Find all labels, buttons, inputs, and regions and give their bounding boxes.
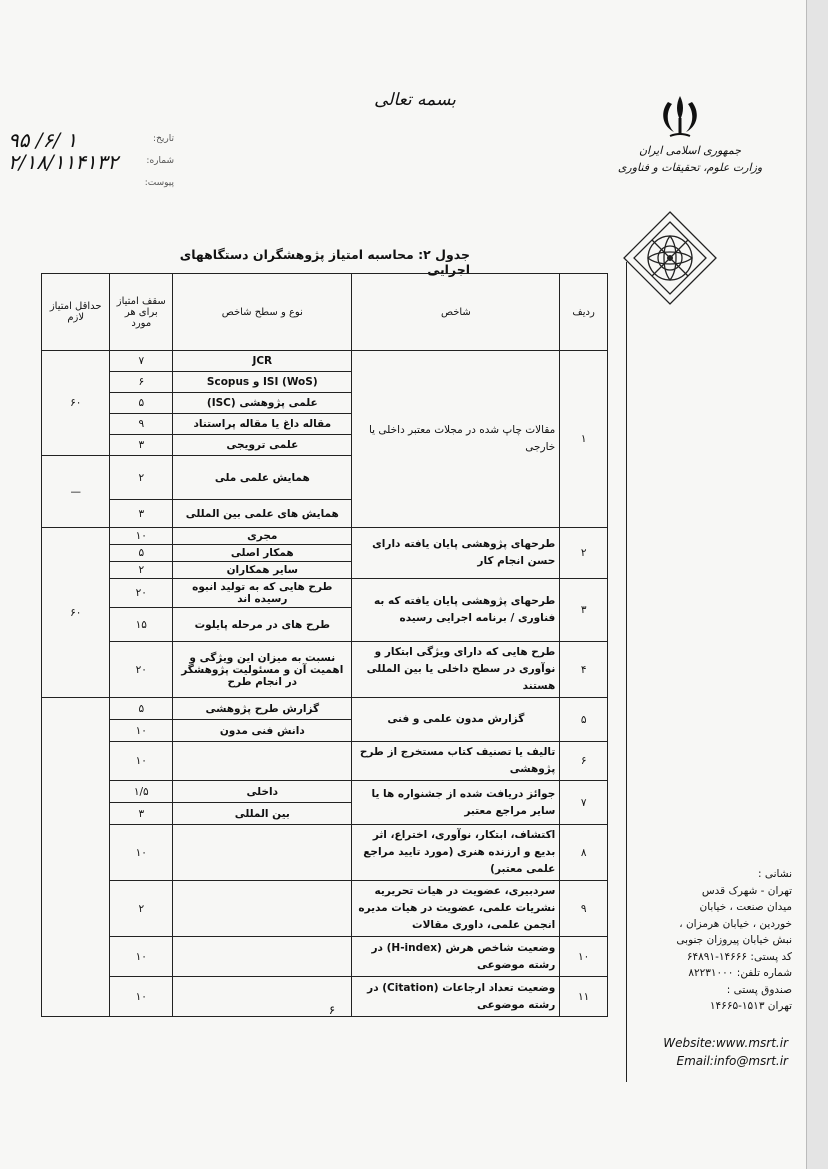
address-title: نشانی : xyxy=(757,868,792,880)
type-cell xyxy=(173,937,352,977)
address-block xyxy=(632,866,792,1015)
address-line: نبش خیابان پیروزان جنوبی xyxy=(676,934,792,946)
saqf-cell: ۵ xyxy=(110,545,173,562)
table-row xyxy=(42,579,608,608)
address-line: تهران - شهرک قدس xyxy=(701,884,792,897)
saqf-cell: ۵ xyxy=(110,698,173,720)
postal-code: کد پستی: ۱۴۶۶۶-۶۴۸۹۱ xyxy=(686,950,792,963)
radif-cell: ۱۱ xyxy=(560,977,608,1017)
saqf-cell: ۱/۵ xyxy=(110,781,173,803)
shakhes-cell: گزارش مدون علمی و فنی xyxy=(352,698,560,742)
type-cell xyxy=(173,881,352,937)
saqf-cell: ۱۰ xyxy=(110,825,173,881)
table-row xyxy=(42,937,608,977)
saqf-cell: ۲ xyxy=(110,881,173,937)
shakhes-cell: وضعیت شاخص هرش (H-index) در رشته موضوعی xyxy=(352,937,560,977)
saqf-cell: ۲۰ xyxy=(110,579,173,608)
table-header-row xyxy=(42,274,608,351)
date-label: تاریخ: xyxy=(153,134,174,144)
shakhes-cell: سردبیری، عضویت در هیات تحریریه نشریات علمی، عضویت در هیات مدیره انجمن علمی، داوری مقالات xyxy=(352,881,560,937)
type-cell: علمی پژوهشی (ISC) xyxy=(173,393,352,414)
po-box-value: تهران ۱۵۱۳-۱۴۶۶۵ xyxy=(709,1000,792,1012)
saqf-cell: ۱۰ xyxy=(110,528,173,545)
min-cell: — xyxy=(42,456,110,528)
phone-number: شماره تلفن: ۸۲۲۳۱۰۰۰ xyxy=(688,967,792,979)
min-cell-empty xyxy=(42,698,110,1017)
type-cell: مقاله داغ یا مقاله پراستناد xyxy=(173,414,352,435)
arabesque-ornament-icon xyxy=(622,210,718,306)
date-value: ۹۵ /۶/ ۱ xyxy=(8,128,78,152)
type-cell: JCR xyxy=(173,351,352,372)
header-shakhes: شاخص xyxy=(352,274,560,351)
type-cell: همایش علمی ملی xyxy=(173,456,352,500)
table-row xyxy=(42,881,608,937)
number-label: شماره: xyxy=(146,156,174,166)
type-cell: طرح های در مرحله پایلوت xyxy=(173,608,352,642)
header-radif: ردیف xyxy=(560,274,608,351)
radif-cell: ۹ xyxy=(560,881,608,937)
ministry-line-1: جمهوری اسلامی ایران xyxy=(638,144,742,157)
saqf-cell: ۳ xyxy=(110,500,173,528)
page-edge xyxy=(806,0,828,1169)
type-cell xyxy=(173,825,352,881)
type-cell: سایر همکاران xyxy=(173,562,352,579)
radif-cell: ۱۰ xyxy=(560,937,608,977)
shakhes-cell: طرحهای پژوهشی پایان یافته دارای حسن انجام کار xyxy=(352,528,560,579)
type-cell: گزارش طرح پژوهشی xyxy=(173,698,352,720)
iran-emblem-icon xyxy=(656,92,704,140)
date-row xyxy=(8,128,178,150)
shakhes-cell: طرحهای پژوهشی پایان یافته که به فناوری / برنامه اجرایی رسیده xyxy=(352,579,560,642)
type-cell: داخلی xyxy=(173,781,352,803)
radif-cell: ۶ xyxy=(560,742,608,781)
margin-divider xyxy=(626,262,627,1082)
saqf-cell: ۷ xyxy=(110,351,173,372)
shakhes-cell: طرح هایی که دارای ویژگی ابتکار و نوآوری در سطح داخلی یا بین المللی هستند xyxy=(352,642,560,698)
radif-cell: ۳ xyxy=(560,579,608,642)
table-row xyxy=(42,351,608,372)
radif-cell: ۵ xyxy=(560,698,608,742)
saqf-cell: ۱۰ xyxy=(110,937,173,977)
attachment-label: پیوست: xyxy=(144,178,174,188)
type-cell: مجری xyxy=(173,528,352,545)
shakhes-cell: اکتشاف، ابتکار، نوآوری، اختراع، اثر بدیع و ارزنده هنری (مورد تایید مراجع علمی معتبر) xyxy=(352,825,560,881)
address-line: میدان صنعت ، خیابان xyxy=(699,901,792,913)
table-row xyxy=(42,742,608,781)
type-cell: علمی ترویجی xyxy=(173,435,352,456)
min-cell: ۶۰ xyxy=(42,351,110,456)
radif-cell: ۴ xyxy=(560,642,608,698)
saqf-cell: ۵ xyxy=(110,393,173,414)
table-title: جدول ۲: محاسبه امتیاز پژوهشگران دستگاههای اجرایی xyxy=(179,247,470,277)
radif-cell: ۱ xyxy=(560,351,608,528)
saqf-cell: ۱۵ xyxy=(110,608,173,642)
shakhes-cell: مقالات چاپ شده در مجلات معتبر داخلی یا خارجی xyxy=(352,351,560,528)
header-type: نوع و سطح شاخص xyxy=(173,274,352,351)
page-number: ۶ xyxy=(328,1003,336,1017)
address-line: خوردین ، خیابان هرمزان ، xyxy=(679,917,792,930)
saqf-cell: ۲ xyxy=(110,456,173,500)
saqf-cell: ۶ xyxy=(110,372,173,393)
table-row xyxy=(42,698,608,720)
shakhes-cell: وضعیت تعداد ارجاعات (Citation) در رشته موضوعی xyxy=(352,977,560,1017)
saqf-cell: ۱۰ xyxy=(110,720,173,742)
min-cell: ۶۰ xyxy=(42,528,110,698)
type-cell: همکار اصلی xyxy=(173,545,352,562)
number-row xyxy=(8,150,178,172)
type-cell: نسبت به میزان این ویژگی و اهمیت آن و مسئولیت پژوهشگر در انجام طرح xyxy=(173,642,352,698)
bismillah-heading: بسمه تعالی xyxy=(374,90,456,110)
table-row xyxy=(42,528,608,545)
type-cell xyxy=(173,742,352,781)
type-cell: همایش های علمی بین المللی xyxy=(173,500,352,528)
score-table xyxy=(41,273,608,1017)
table-row xyxy=(42,781,608,803)
website-link[interactable]: Website:www.msrt.ir xyxy=(663,1036,788,1050)
type-cell: طرح هایی که به تولید انبوه رسیده اند xyxy=(173,579,352,608)
saqf-cell: ۳ xyxy=(110,435,173,456)
radif-cell: ۷ xyxy=(560,781,608,825)
ministry-name xyxy=(610,142,770,176)
header-saqf: سقف امتیاز برای هر مورد xyxy=(110,274,173,351)
header-min: حداقل امتیاز لازم xyxy=(42,274,110,351)
number-value: ۲/۱۸/۱۱۴۱۳۲ xyxy=(8,150,119,174)
saqf-cell: ۲۰ xyxy=(110,642,173,698)
radif-cell: ۸ xyxy=(560,825,608,881)
table-row xyxy=(42,825,608,881)
saqf-cell: ۳ xyxy=(110,803,173,825)
saqf-cell: ۱۰ xyxy=(110,742,173,781)
type-cell: دانش فنی مدون xyxy=(173,720,352,742)
table-row xyxy=(42,642,608,698)
letter-meta xyxy=(8,128,178,194)
saqf-cell: ۹ xyxy=(110,414,173,435)
contact-block xyxy=(636,1034,788,1070)
po-box-label: صندوق پستی : xyxy=(726,983,792,996)
shakhes-cell: تالیف یا تصنیف کتاب مستخرج از طرح پژوهشی xyxy=(352,742,560,781)
shakhes-cell: جوائز دریافت شده از جشنواره ها یا سایر مراجع معتبر xyxy=(352,781,560,825)
ministry-line-2: وزارت علوم، تحقیقات و فناوری xyxy=(617,161,763,174)
email-link[interactable]: Email:info@msrt.ir xyxy=(676,1054,788,1068)
attachment-row xyxy=(8,172,178,194)
type-cell: بین المللی xyxy=(173,803,352,825)
radif-cell: ۲ xyxy=(560,528,608,579)
type-cell: ISI (WoS) و Scopus xyxy=(173,372,352,393)
saqf-cell: ۲ xyxy=(110,562,173,579)
saqf-cell: ۱۰ xyxy=(110,977,173,1017)
